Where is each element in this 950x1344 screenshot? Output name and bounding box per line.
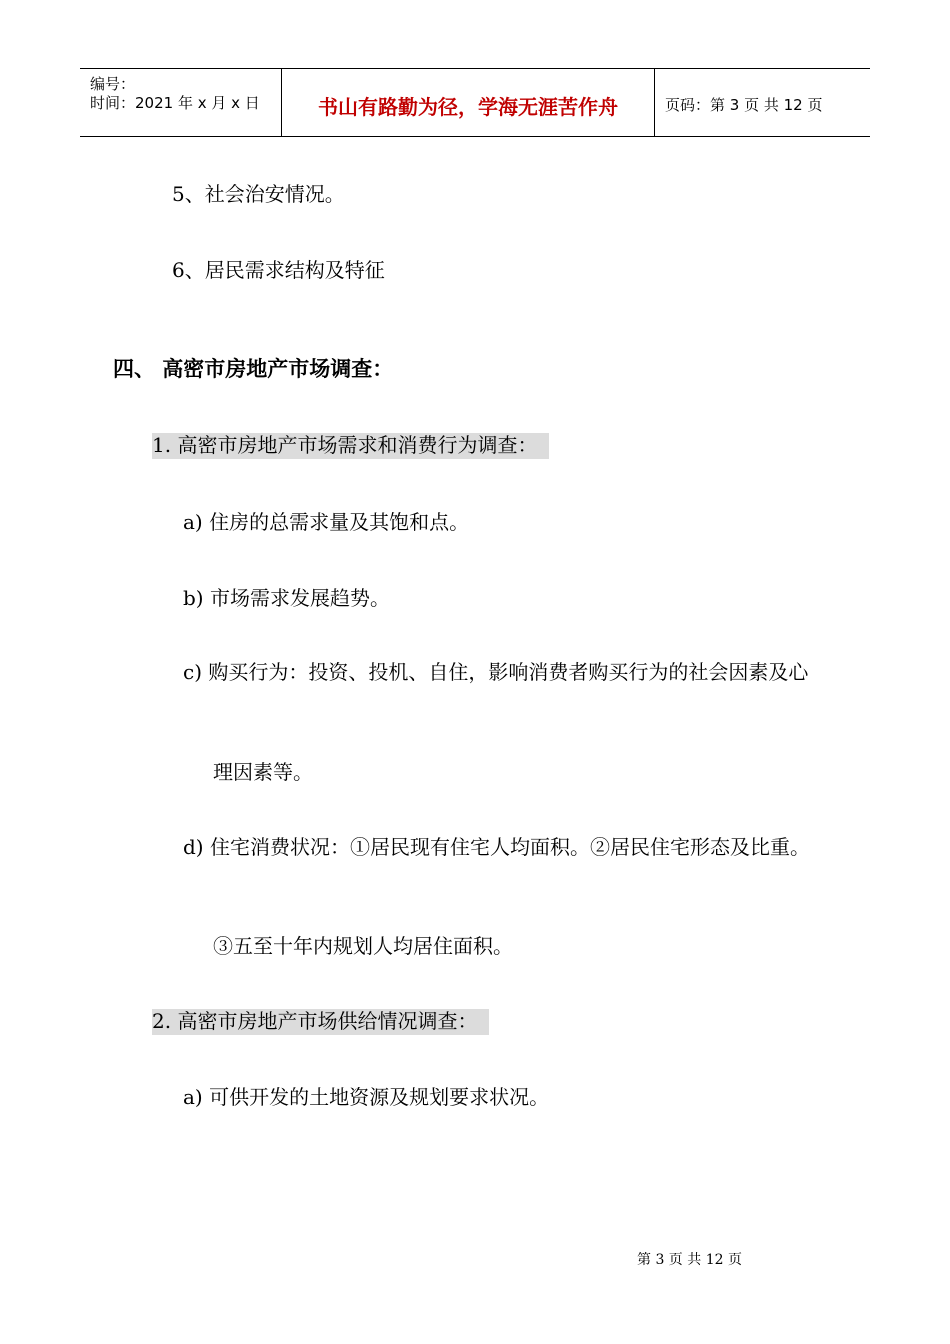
subsection-2-heading: [152, 1008, 489, 1034]
subsection-2-item-a: a) 可供开发的土地资源及规划要求状况。: [183, 1085, 550, 1109]
header-info-cell: [80, 69, 282, 136]
page-header: [80, 68, 870, 137]
header-motto-cell: [282, 69, 655, 136]
item-5: 5、社会治安情况。: [172, 182, 345, 206]
subsection-1-item-b: b) 市场需求发展趋势。: [183, 586, 390, 610]
section-4-heading: 四、 高密市房地产市场调查：: [113, 357, 394, 381]
subsection-1-heading: [152, 432, 549, 458]
subsection-2-text: 2. 高密市房地产市场供给情况调查：: [152, 1009, 489, 1035]
subsection-1-item-d-line1: d) 住宅消费状况：①居民现有住宅人均面积。②居民住宅形态及比重。: [183, 835, 810, 859]
subsection-1-item-c-line1: c) 购买行为：投资、投机、自住，影响消费者购买行为的社会因素及心: [183, 660, 809, 684]
header-page-cell: [655, 69, 870, 136]
motto-text: 书山有路勤为径，学海无涯苦作舟: [318, 95, 618, 119]
subsection-1-item-d-line2: ③五至十年内规划人均居住面积。: [213, 934, 513, 958]
subsection-1-item-c-line2: 理因素等。: [213, 760, 313, 784]
document-number-label: 编号：: [90, 75, 136, 93]
subsection-1-text: 1. 高密市房地产市场需求和消费行为调查：: [152, 433, 549, 459]
subsection-1-item-a: a) 住房的总需求量及其饱和点。: [183, 510, 470, 534]
header-page-info: 页码：第 3 页 共 12 页: [665, 96, 823, 114]
document-date: 时间：2021 年 x 月 x 日: [90, 94, 260, 112]
item-6: 6、居民需求结构及特征: [172, 258, 385, 282]
page-footer: 第 3 页 共 12 页: [637, 1252, 742, 1268]
